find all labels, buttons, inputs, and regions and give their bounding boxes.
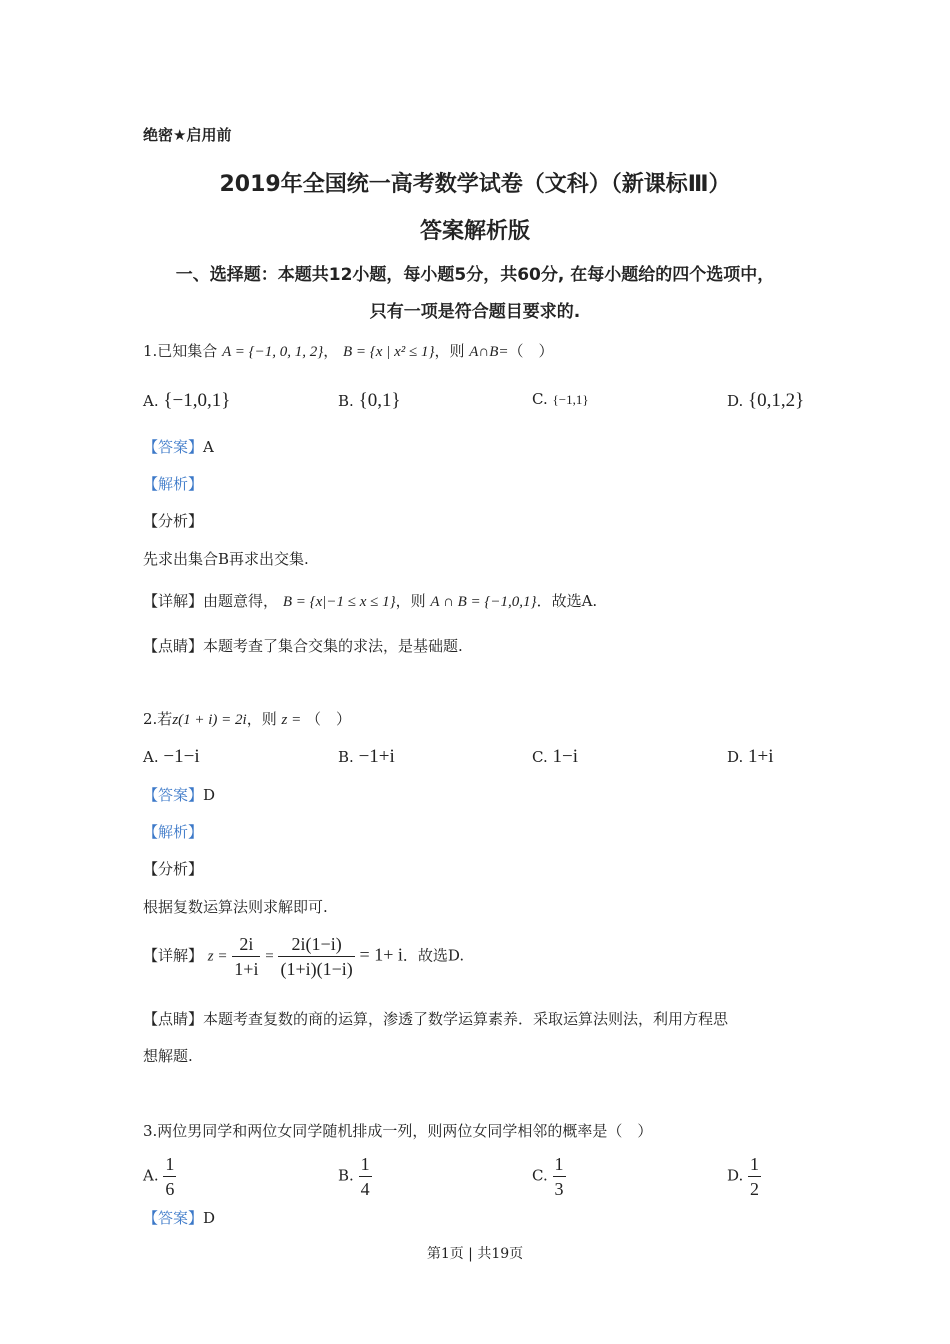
- question-2: 2.若z(1 + i) = 2i，则 z = （ ）: [143, 710, 352, 728]
- q1-detail-set-b: B = {x|−1 ≤ x ≤ 1}: [282, 594, 396, 610]
- q1-paren: （ ）: [508, 342, 554, 360]
- q1-option-c: C. {−1,1}: [532, 390, 589, 408]
- section-heading-line2: 只有一项是符合题目要求的.: [369, 302, 581, 322]
- question-3: 3.两位男同学和两位女同学随机排成一列，则两位女同学相邻的概率是（ ）: [143, 1122, 653, 1140]
- q2-option-b: B. −1+i: [338, 746, 395, 767]
- q2-z: z =: [281, 712, 302, 728]
- q2-detail: 【详解】 z = $\frac{2i}{1+i}$ = $\frac{2i(1-i)}{(1+i)(1-i)}$ = 1+ i．故选D.: [143, 934, 465, 979]
- q1-answer: 【答案】A: [143, 438, 214, 456]
- section-heading-line1: 一、选择题：本题共12小题，每小题5分，共60分, 在每小题给的四个选项中，: [175, 265, 775, 285]
- q2-option-a: A. −1−i: [143, 746, 200, 767]
- q2-option-c: C. 1−i: [532, 746, 578, 767]
- q2-comment-line1: 【点睛】本题考查复数的商的运算，渗透了数学运算素养．采取运算法则法，利用方程思: [143, 1010, 729, 1028]
- q3-option-a: A. $\frac{1}{6}$: [143, 1154, 175, 1199]
- q1-set-b: B = {x | x² ≤ 1}: [343, 344, 435, 360]
- q2-equation: z(1 + i) = 2i: [172, 712, 247, 728]
- q3-answer: 【答案】D: [143, 1209, 216, 1227]
- q2-fenxi-text: 根据复数运算法则求解即可.: [143, 898, 328, 916]
- q1-then: ，则: [434, 342, 465, 360]
- q1-option-b: B. {0,1}: [338, 390, 401, 411]
- top-secret-label: 绝密★启用前: [143, 126, 232, 144]
- q3-option-d: D. $\frac{1}{2}$: [727, 1154, 760, 1199]
- q1-fenxi-label: 【分析】: [143, 512, 204, 530]
- page-title: 2019年全国统一高考数学试卷（文科）（新课标Ⅲ）: [219, 172, 731, 197]
- q1-expression: A∩B=: [469, 344, 509, 360]
- q1-detail-intersection: A ∩ B = {−1,0,1}: [430, 594, 537, 610]
- q1-set-a: A = {−1, 0, 1, 2}: [222, 344, 324, 360]
- question-1: 1.已知集合 A = {−1, 0, 1, 2}， B = {x | x² ≤ 1}，则 A∩B=（ ）: [143, 342, 554, 360]
- q1-prefix: 1.已知集合: [143, 342, 218, 360]
- q2-fenxi-label: 【分析】: [143, 860, 204, 878]
- page-footer: 第1页 | 共19页: [426, 1246, 524, 1262]
- q2-fraction-1: $\frac{2i}{1+i}$: [234, 934, 259, 979]
- q2-answer: 【答案】D: [143, 786, 216, 804]
- q1-comment: 【点睛】本题考查了集合交集的求法，是基础题.: [143, 637, 463, 655]
- q1-detail: 【详解】由题意得， B = {x|−1 ≤ x ≤ 1}，则 A ∩ B = {−1,0,1}．故选A.: [143, 592, 598, 610]
- q2-analysis-label: 【解析】: [143, 823, 204, 841]
- q1-option-d: D. {0,1,2}: [727, 390, 805, 411]
- q1-option-a: A. {−1,0,1}: [143, 390, 231, 411]
- page-subtitle: 答案解析版: [419, 219, 530, 244]
- q3-option-b: B. $\frac{1}{4}$: [338, 1154, 370, 1199]
- q2-fraction-2: $\frac{2i(1-i)}{(1+i)(1-i)}$: [280, 934, 353, 979]
- q3-option-c: C. $\frac{1}{3}$: [532, 1154, 564, 1199]
- q1-analysis-label: 【解析】: [143, 475, 204, 493]
- q2-option-d: D. 1+i: [727, 746, 774, 767]
- q1-fenxi-text: 先求出集合B再求出交集.: [143, 550, 309, 568]
- q2-comment-line2: 想解题.: [143, 1047, 193, 1065]
